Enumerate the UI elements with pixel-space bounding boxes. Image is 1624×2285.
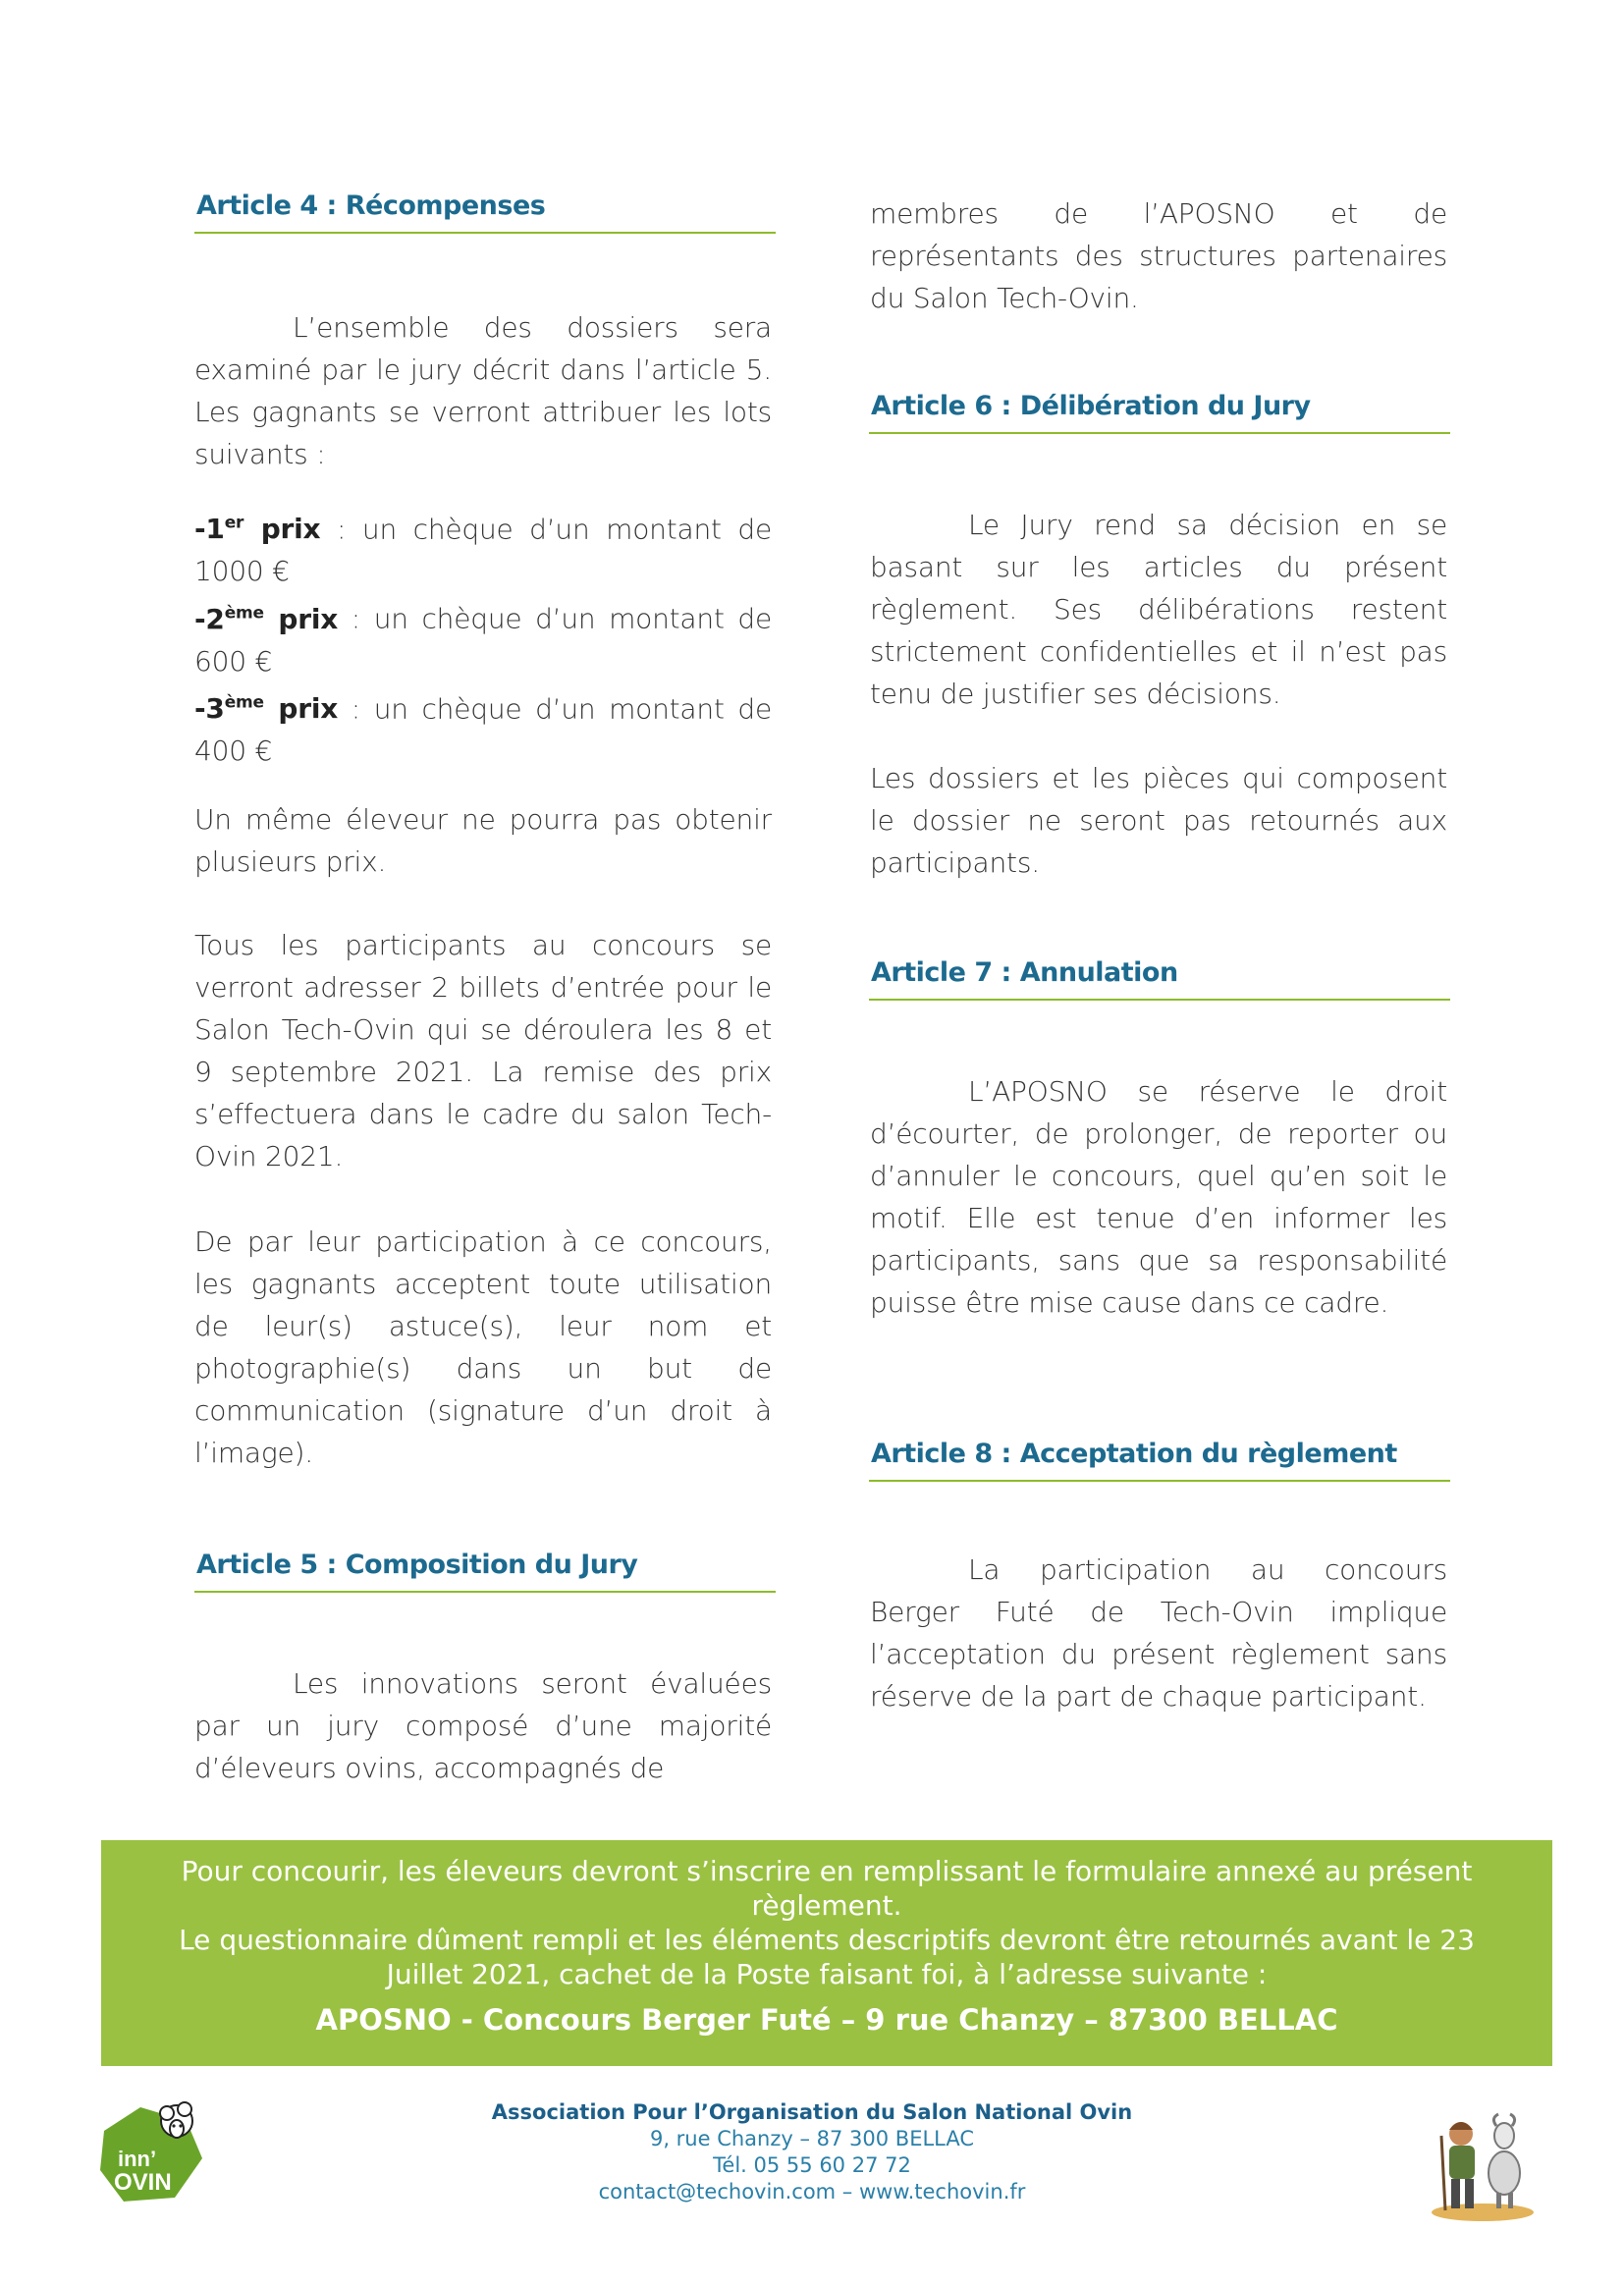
prize-3: -3ème prix : un chèque d’un montant de 400 € (194, 691, 772, 767)
article-8-paragraph-1: La participation au concours Berger Futé de Tech-Ovin implique l’acceptation du présent règlement sans réserve de la part de chaque participant. (870, 1553, 1447, 1713)
article-7-heading: Article 7 : Annulation (869, 955, 1450, 1001)
footer-contact: contact@techovin.com – www.techovin.fr (598, 2180, 1026, 2203)
sheep-figure (1489, 2114, 1520, 2208)
submission-banner (101, 1840, 1552, 2066)
article-4-paragraph-3: Tous les participants au concours se verront adresser 2 billets d’entrée pour le Salon Tech-Ovin qui se déroulera les 8 et 9 septembre 2021. La remise des prix s’effectuera dans le cadre du salon Tech-Ovin 2021. (194, 929, 772, 1172)
article-4-paragraph-1: L’ensemble des dossiers sera examiné par le jury décrit dans l’article 5. Les gagnants se verront attribuer les lots suivants : (194, 311, 772, 470)
article-4-heading: Article 4 : Récompenses (194, 189, 776, 234)
ground-shadow (1432, 2203, 1534, 2221)
article-5-paragraph-1: Les innovations seront évaluées par un jury composé d’une majorité d’éleveurs ovins, accompagnés de (194, 1667, 772, 1784)
logo-text-line-1: inn’ (118, 2147, 157, 2171)
article-4-paragraph-4: De par leur participation à ce concours, les gagnants acceptent toute utilisation de leur(s) astuce(s), leur nom et photographie(s) dans un but de communication (signature d’un droit à l’image). (194, 1225, 772, 1469)
banner-line-3: Le questionnaire dûment rempli et les éléments descriptifs devront être retournés avant le 23 (179, 1924, 1475, 1956)
prize-1: -1er prix : un chèque d’un montant de 1000 € (194, 513, 772, 588)
prize-list (194, 503, 772, 772)
innovin-logo (96, 2099, 209, 2207)
banner-line-4: Juillet 2021, cachet de la Poste faisant foi, à l’adresse suivante : (386, 1958, 1268, 1990)
sheep-head-icon (160, 2102, 192, 2138)
footer-organization: Association Pour l’Organisation du Salon National Ovin (491, 2100, 1133, 2124)
footer (0, 2099, 1624, 2205)
article-7-paragraph-1: L’APOSNO se réserve le droit d’écourter, de prolonger, de reporter ou d’annuler le concours, quel qu’en soit le motif. Elle est tenue d’en informer les participants, sans que sa responsabilité puisse être mise cause dans ce cadre. (870, 1075, 1447, 1319)
article-6-heading: Article 6 : Délibération du Jury (869, 389, 1450, 434)
article-5-paragraph-continued: membres de l’APOSNO et de représentants des structures partenaires du Salon Tech-Ovin. (870, 197, 1447, 314)
footer-street: 9, rue Chanzy – 87 300 BELLAC (649, 2127, 975, 2150)
article-5-heading: Article 5 : Composition du Jury (194, 1548, 776, 1593)
banner-address: APOSNO - Concours Berger Futé – 9 rue Chanzy – 87300 BELLAC (315, 2003, 1338, 2037)
banner-line-1: Pour concourir, les éleveurs devront s’inscrire en remplissant le formulaire annexé au présent (181, 1855, 1473, 1887)
article-8-heading: Article 8 : Acceptation du règlement (869, 1437, 1450, 1482)
article-6-paragraph-1: Le Jury rend sa décision en se basant sur les articles du présent règlement. Ses délibérations restent strictement confidentielles et il n’est pas tenu de justifier ses décisions. (870, 509, 1447, 710)
prize-2: -2ème prix : un chèque d’un montant de 600 € (194, 602, 772, 678)
shepherd-figure (1441, 2122, 1475, 2210)
article-6-paragraph-2: Les dossiers et les pièces qui composent le dossier ne seront pas retournés aux participants. (870, 762, 1447, 879)
article-4-paragraph-2: Un même éleveur ne pourra pas obtenir plusieurs prix. (194, 803, 772, 878)
banner-line-2: règlement. (751, 1889, 902, 1922)
logo-text-line-2: OVIN (114, 2169, 172, 2196)
shepherd-illustration (1422, 2096, 1536, 2224)
footer-phone: Tél. 05 55 60 27 72 (713, 2153, 911, 2177)
